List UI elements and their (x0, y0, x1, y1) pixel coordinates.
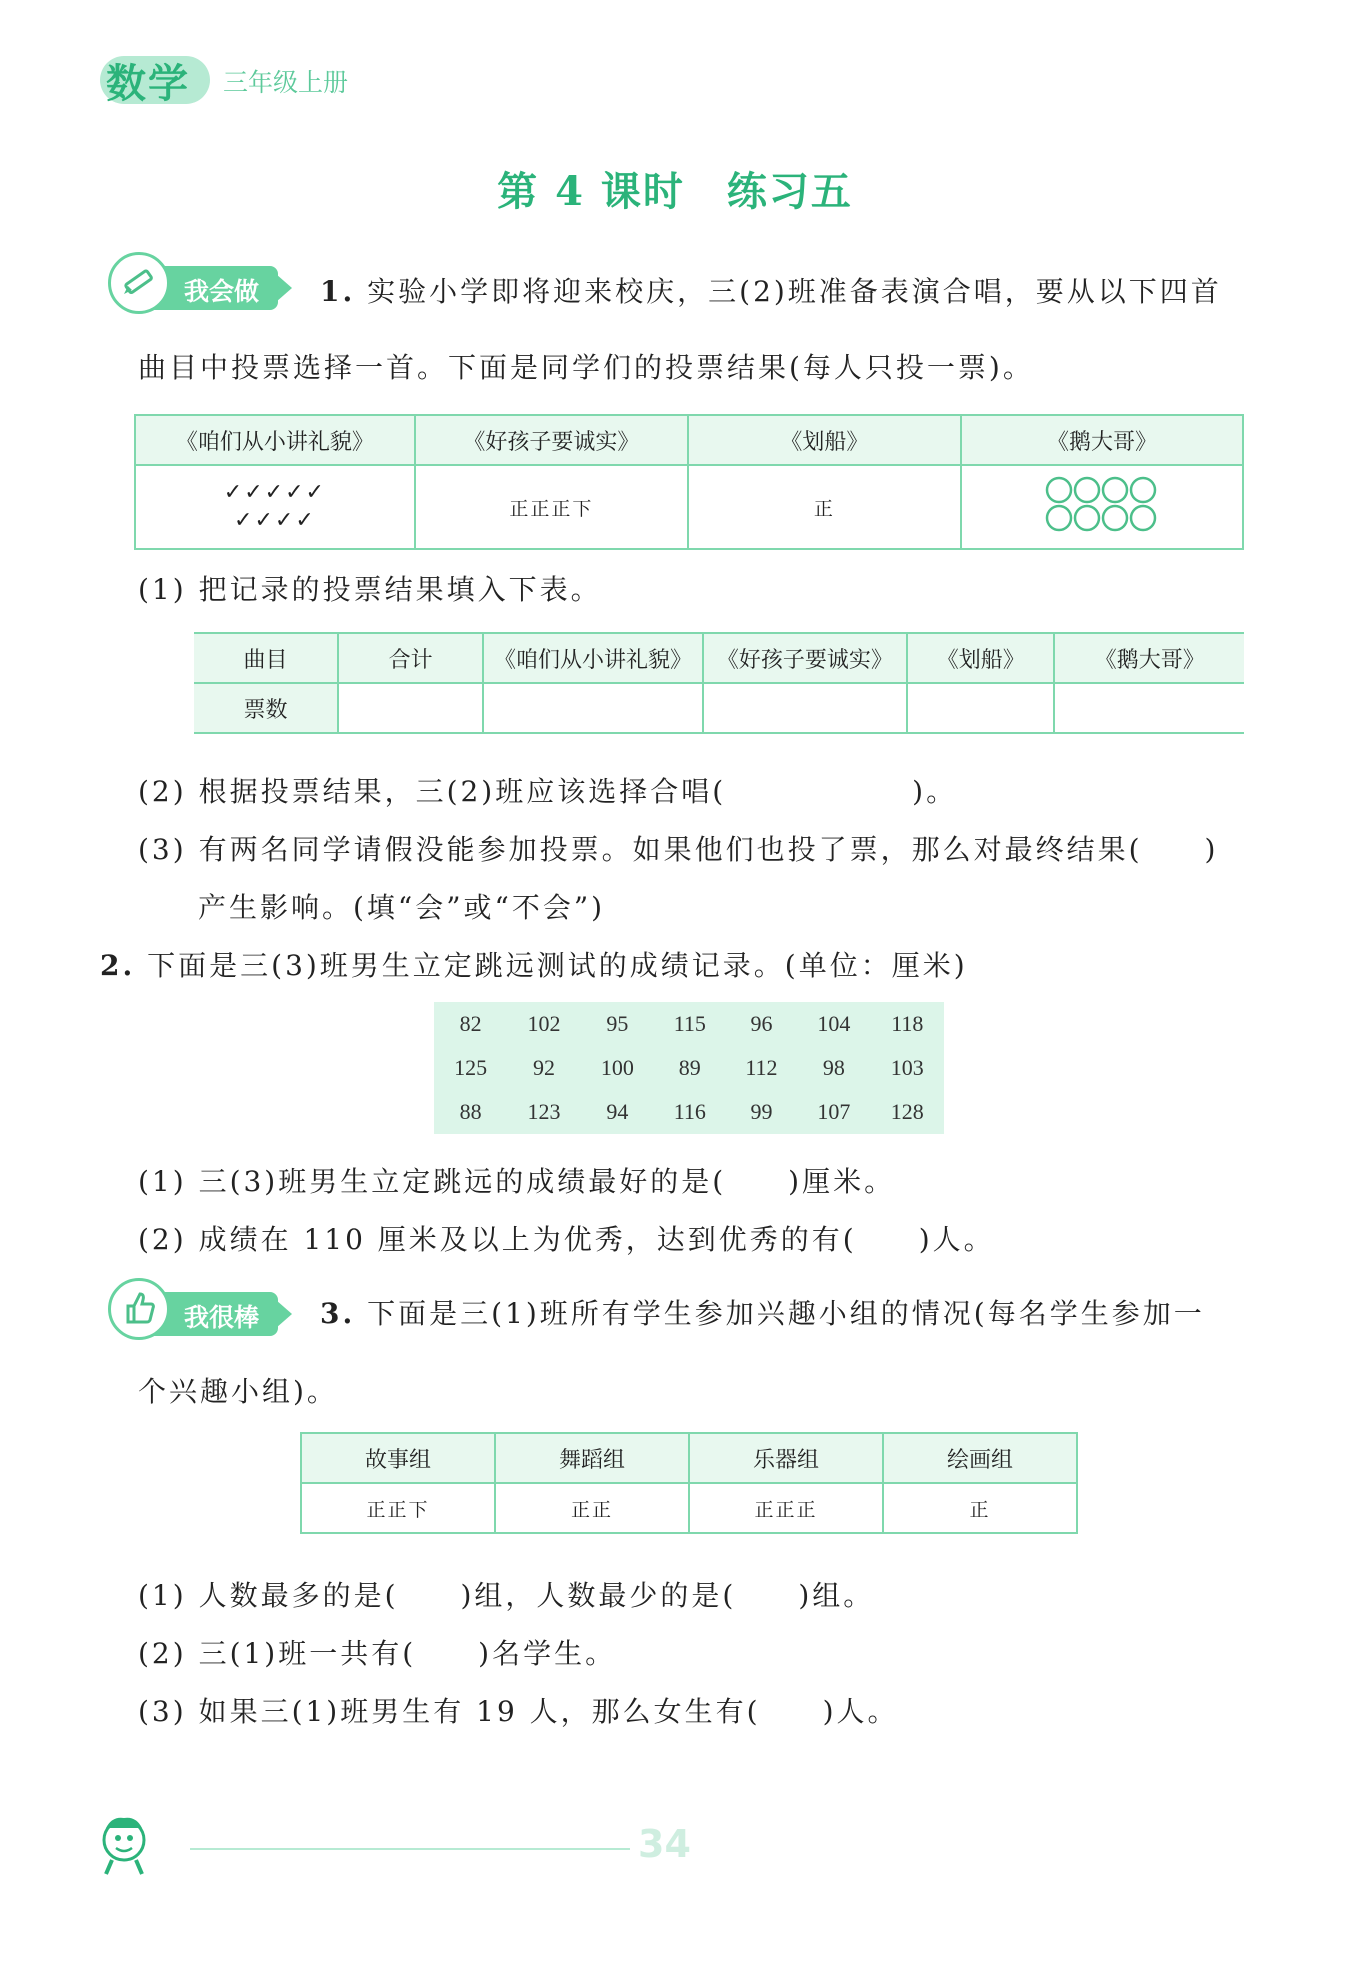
answer-cell[interactable] (907, 683, 1055, 733)
score-cell: 102 (527, 1011, 561, 1036)
lesson-title: 第 4 课时 练习五 (497, 168, 853, 215)
table-cell (135, 465, 415, 549)
score-cell: 118 (891, 1011, 924, 1036)
jump-scores-table (434, 1002, 944, 1134)
score-cell: 125 (454, 1055, 488, 1080)
table-header: 《划船》 (688, 415, 961, 465)
section-badge-i-can-do: 我会做 (108, 252, 286, 314)
score-cell: 123 (527, 1099, 561, 1124)
page-number: 34 (638, 1822, 691, 1866)
subject-logo: 数学 (100, 48, 215, 108)
problem1-line1: 1. 实验小学即将迎来校庆，三(2)班准备表演合唱，要从以下四首 (320, 275, 1222, 308)
table-header: 《鹅大哥》 (1054, 633, 1244, 683)
page-header (100, 48, 348, 108)
score-cell: 100 (600, 1055, 634, 1080)
score-cell: 98 (822, 1055, 845, 1080)
problem1-line2: 曲目中投票选择一首。下面是同学们的投票结果(每人只投一票)。 (138, 351, 1034, 384)
answer-cell[interactable] (1054, 683, 1244, 733)
score-cell: 104 (817, 1011, 851, 1036)
problem1-question3-line2: 产生影响。(填“会”或“不会”) (198, 891, 606, 924)
table-cell (688, 465, 961, 549)
table-header: 《咱们从小讲礼貌》 (135, 415, 415, 465)
problem1-question2: (2) 根据投票结果，三(2)班应该选择合唱( )。 (138, 775, 958, 808)
problem3-line1: 3. 下面是三(1)班所有学生参加兴趣小组的情况(每名学生参加一 (320, 1297, 1205, 1330)
problem3-question1: (1) 人数最多的是( )组，人数最少的是( )组。 (138, 1579, 875, 1612)
footer-rule (190, 1848, 630, 1850)
score-cell: 128 (890, 1099, 924, 1124)
score-cell: 99 (750, 1099, 773, 1124)
interest-group-table (300, 1432, 1078, 1534)
table-cell: 正正正 (689, 1483, 883, 1533)
score-cell: 115 (673, 1011, 706, 1036)
problem1-question3-line1: (3) 有两名同学请假没能参加投票。如果他们也投了票，那么对最终结果( ) (138, 833, 1219, 866)
problem2-text: 2. 下面是三(3)班男生立定跳远测试的成绩记录。(单位：厘米) (100, 949, 968, 982)
table-header: 故事组 (301, 1433, 495, 1483)
row-label: 票数 (194, 683, 338, 733)
score-cell: 95 (606, 1011, 629, 1036)
score-cell: 94 (606, 1099, 629, 1124)
grade-label: 三年级上册 (223, 68, 349, 97)
score-cell: 107 (817, 1099, 851, 1124)
problem3-question3: (3) 如果三(1)班男生有 19 人，那么女生有( )人。 (138, 1695, 899, 1728)
table-cell: 正 (883, 1483, 1077, 1533)
section-badge-great: 我很棒 (108, 1278, 286, 1340)
tally-marks: 正正正下 (509, 497, 594, 520)
circle-marks (1042, 474, 1162, 534)
table-header: 《鹅大哥》 (961, 415, 1243, 465)
table-header: 舞蹈组 (495, 1433, 689, 1483)
score-cell: 82 (459, 1011, 482, 1036)
check-marks-row2: ✓✓✓✓ (234, 508, 316, 533)
problem2-question1: (1) 三(3)班男生立定跳远的成绩最好的是( )厘米。 (138, 1165, 896, 1198)
vote-count-table (194, 632, 1244, 734)
cartoon-mascot-icon (92, 1812, 172, 1882)
answer-cell[interactable] (703, 683, 907, 733)
pencil-icon (116, 258, 164, 306)
answer-cell[interactable] (338, 683, 483, 733)
table-header: 《划船》 (907, 633, 1055, 683)
problem1-question1: (1) 把记录的投票结果填入下表。 (138, 573, 602, 606)
score-cell: 92 (532, 1055, 555, 1080)
score-cell: 88 (459, 1099, 482, 1124)
score-cell: 103 (890, 1055, 924, 1080)
table-header: 乐器组 (689, 1433, 883, 1483)
problem3-question2: (2) 三(1)班一共有( )名学生。 (138, 1637, 617, 1670)
problem2-question2: (2) 成绩在 110 厘米及以上为优秀，达到优秀的有( )人。 (138, 1223, 995, 1256)
tally-marks: 正 (813, 497, 835, 520)
table-cell (415, 465, 688, 549)
table-cell (961, 465, 1243, 549)
score-cell: 96 (750, 1011, 773, 1036)
table-cell: 正正下 (301, 1483, 495, 1533)
table-header: 《好孩子要诚实》 (703, 633, 907, 683)
score-cell: 89 (678, 1055, 701, 1080)
vote-record-table (134, 414, 1244, 550)
score-cell: 116 (673, 1099, 706, 1124)
check-marks-row1: ✓✓✓✓✓ (223, 480, 326, 505)
thumbs-up-icon (116, 1284, 164, 1332)
table-cell: 正正 (495, 1483, 689, 1533)
table-header: 《好孩子要诚实》 (415, 415, 688, 465)
problem3-line2: 个兴趣小组)。 (138, 1375, 338, 1408)
score-cell: 112 (745, 1055, 778, 1080)
table-header: 《咱们从小讲礼貌》 (483, 633, 703, 683)
table-header: 合计 (338, 633, 483, 683)
table-header: 曲目 (194, 633, 338, 683)
answer-cell[interactable] (483, 683, 703, 733)
table-header: 绘画组 (883, 1433, 1077, 1483)
